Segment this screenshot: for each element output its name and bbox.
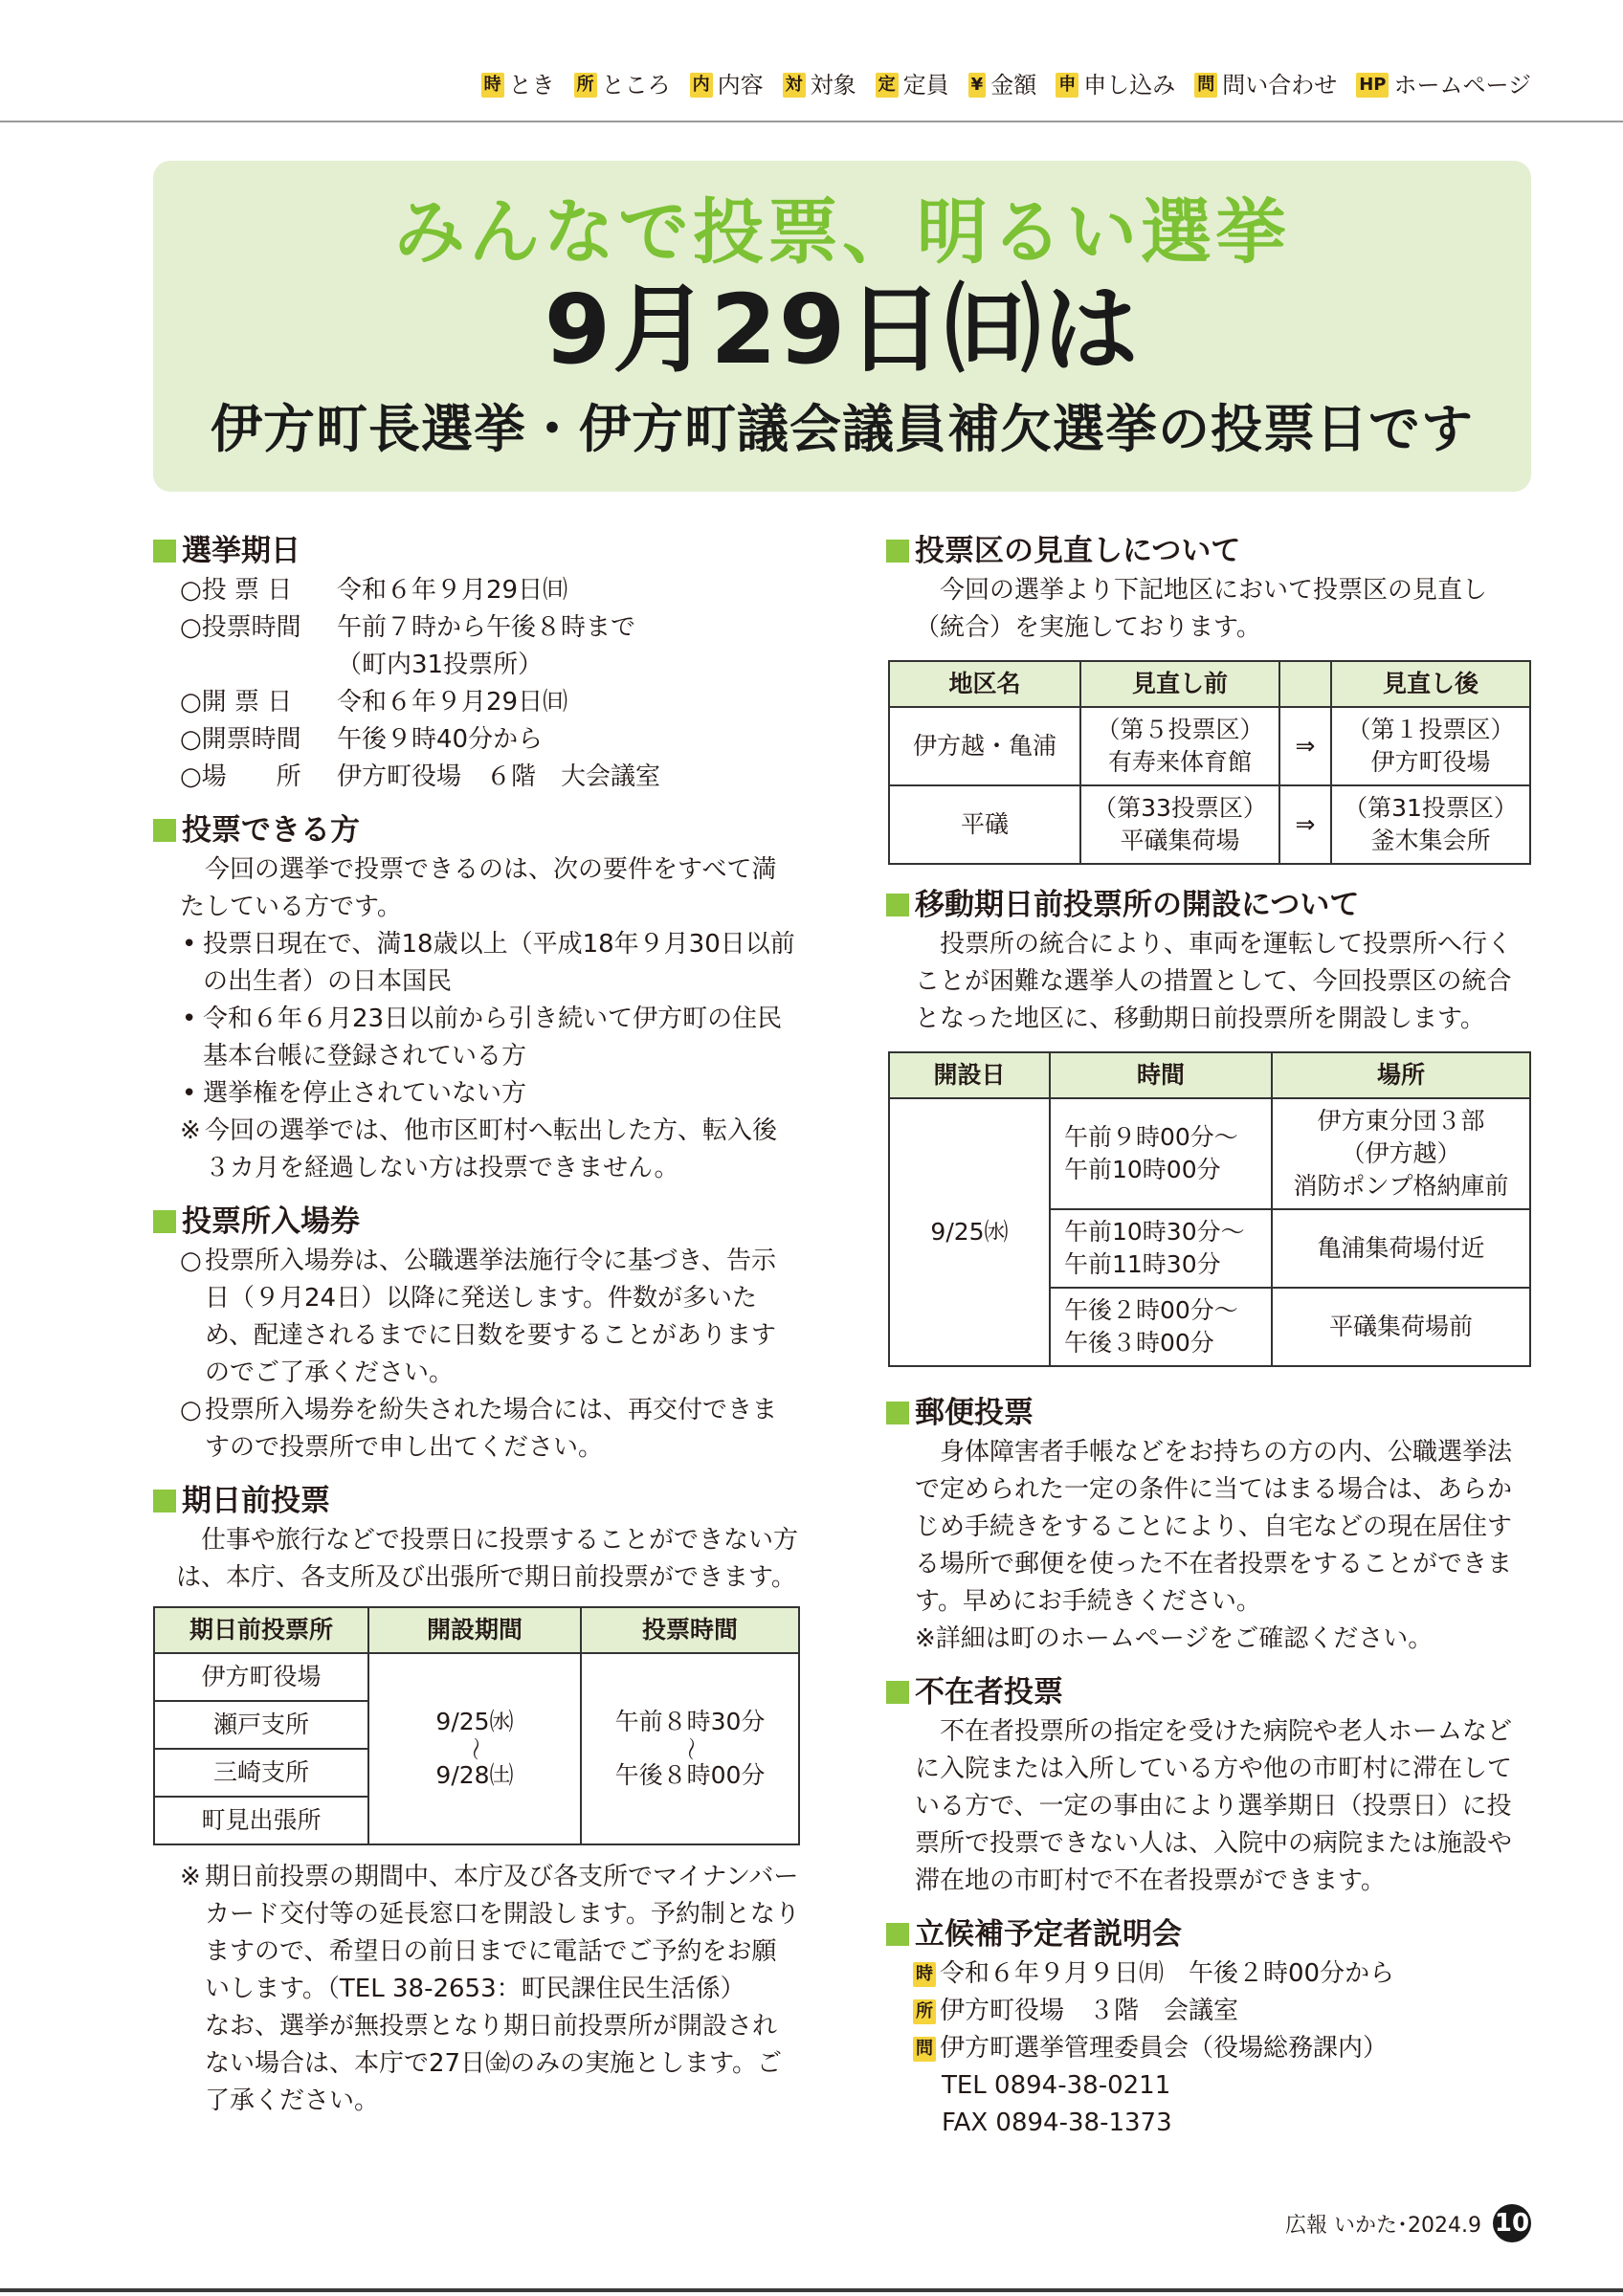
paragraph: 仕事や旅行などで投票日に投票することができない方は、本庁、各支所及び出張所で期日前投票ができます。 [176, 1526, 799, 1592]
legend-item [968, 69, 1037, 101]
table-cell: 亀浦集荷場付近 [1272, 1209, 1530, 1288]
section-heading [886, 1913, 1531, 1955]
list-item [153, 1243, 800, 1392]
legend-label: 定員 [902, 72, 949, 99]
table-cell [1050, 1098, 1272, 1209]
section-heading [886, 530, 1531, 572]
bullet-text: 令和６年６月23日以前から引き続いて伊方町の住民基本台帳に登録されている方 [203, 1004, 783, 1071]
kv-value: 午前７時から午後８時まで [337, 613, 636, 642]
kv-key: ○開 票 日 [180, 688, 293, 717]
table-header: 期日前投票所 [154, 1607, 368, 1653]
when-tag: 時 [913, 1962, 936, 1987]
time-to: 午後８時00分 [614, 1761, 766, 1789]
list-item-text: 投票所入場券は、公職選挙法施行令に基づき、告示日（９月24日）以降に発送します。件数が多いため、配達されるまでに日数を要することがありますのでご了承ください。 [205, 1247, 776, 1387]
bullet-icon: • [182, 1079, 197, 1108]
kv-row [153, 684, 800, 721]
kv-key [180, 647, 337, 684]
cell-line: 伊方東分団３部 [1317, 1107, 1485, 1135]
square-icon [886, 1923, 909, 1946]
note [153, 1113, 800, 1187]
cell-line: 伊方町役場 [1370, 748, 1491, 776]
arrow-icon: ⇒ [1279, 707, 1331, 785]
table-cell-period [368, 1653, 581, 1844]
table-cell: 瀬戸支所 [154, 1701, 368, 1749]
table-row [889, 1098, 1530, 1209]
square-icon [153, 1490, 176, 1512]
period-to: 9/28㈯ [435, 1761, 514, 1789]
section-heading [886, 884, 1531, 926]
square-icon [886, 1681, 909, 1704]
cell-line: （第１投票区） [1346, 716, 1515, 743]
contact-tag: 問 [913, 2037, 936, 2062]
paragraph: 身体障害者手帳などをお持ちの方の内、公職選挙法で定められた一定の条件に当てはまる場合は、あらかじめ手続きをすることにより、自宅などの現在居住する場所で郵便を使った不在者投票をすることができます。早めにお手続きください。 [915, 1438, 1513, 1616]
kv-value: 午後９時40分から [337, 725, 544, 754]
table-header: 開設期間 [368, 1607, 581, 1653]
paragraph: 投票所の統合により、車両を運転して投票所へ行くことが困難な選挙人の措置として、今回投票区の統合となった地区に、移動期日前投票所を開設します。 [915, 930, 1513, 1033]
legend-item [1056, 69, 1175, 101]
time-from: 午前８時30分 [614, 1708, 766, 1735]
footer [1285, 2204, 1531, 2242]
legend-item [1356, 69, 1531, 101]
kv-value: （町内31投票所） [337, 651, 544, 679]
table-header: 時間 [1050, 1052, 1272, 1098]
section-heading-text: 選挙期日 [182, 534, 300, 568]
table-header-row [889, 1052, 1530, 1098]
cell-line: （伊方越） [1341, 1139, 1461, 1167]
kv-row [153, 721, 800, 759]
note-text: 期日前投票の期間中、本庁及び各支所でマイナンバーカード交付等の延長窓口を開設します。予約制となりますので、希望日の前日までに電話でご予約をお願いします。（TEL 38-2653：町民課住民生活係） [205, 1863, 800, 2003]
right-column [886, 517, 1531, 2142]
table-header [1279, 661, 1331, 707]
cell-line: 釜木集会所 [1370, 827, 1491, 854]
cell-line: 午前10時00分 [1064, 1156, 1221, 1183]
section-heading [153, 809, 800, 851]
table-cell-time [581, 1653, 799, 1844]
list-item [153, 1392, 800, 1467]
header-divider [0, 121, 1623, 122]
table-row [889, 707, 1530, 785]
kv-key: ○投 票 日 [180, 576, 293, 605]
square-icon [886, 894, 909, 916]
table-header-row [154, 1607, 799, 1653]
square-icon [886, 540, 909, 563]
section-heading-text: 郵便投票 [915, 1396, 1034, 1430]
bullet-item [153, 926, 800, 1001]
early-vote-table [153, 1606, 800, 1845]
note [153, 1859, 800, 2008]
page-number: 10 [1493, 2204, 1531, 2242]
square-icon [886, 1402, 909, 1424]
cell-line: （第31投票区） [1344, 794, 1518, 822]
section-heading-text: 立候補予定者説明会 [915, 1917, 1182, 1952]
cell-line: 午前９時00分～ [1064, 1123, 1238, 1151]
table-row [889, 785, 1530, 864]
kv-row [153, 572, 800, 609]
section-heading [886, 1671, 1531, 1713]
kv-value: 令和６年９月29日㈰ [337, 576, 568, 605]
kv-value: 令和６年９月29日㈰ [337, 688, 568, 717]
note-text: 今回の選挙では、他市区町村へ転出した方、転入後３カ月を経過しない方は投票できません。 [205, 1116, 778, 1182]
cell-line: 消防ポンプ格納庫前 [1293, 1172, 1509, 1200]
when-row [886, 1955, 1531, 1993]
contact-row [886, 2030, 1531, 2067]
legend-label: ところ [601, 72, 671, 99]
where-row [886, 1993, 1531, 2030]
table-header: 開設日 [889, 1052, 1050, 1098]
hero-date: 9月29日㈰は [544, 274, 1141, 386]
cell-line: （第33投票区） [1093, 794, 1267, 822]
kv-key: ○投票時間 [180, 613, 301, 642]
issue-label: 広報 いかた･2024.9 [1285, 2213, 1481, 2238]
table-cell [1331, 707, 1530, 785]
table-cell: 9/25㈬ [889, 1098, 1050, 1366]
section-heading-text: 投票所入場券 [182, 1204, 360, 1239]
review-table [888, 660, 1531, 865]
section-heading-text: 投票区の見直しについて [915, 534, 1241, 568]
section-heading [153, 1201, 800, 1243]
bullet-text: 投票日現在で、満18歳以上（平成18年９月30日以前の出生者）の日本国民 [203, 930, 795, 996]
table-cell: 伊方町役場 [154, 1653, 368, 1701]
table-cell [1080, 707, 1279, 785]
kv-key: ○場 所 [180, 762, 301, 791]
square-icon [153, 1210, 176, 1233]
table-header: 場所 [1272, 1052, 1530, 1098]
where-text: 伊方町役場 ３階 会議室 [940, 1997, 1239, 2025]
table-header-row [889, 661, 1530, 707]
legend-item [1194, 69, 1337, 101]
arrow-icon: ⇒ [1279, 785, 1331, 864]
bullet-item [153, 1075, 800, 1113]
section-heading-text: 移動期日前投票所の開設について [915, 888, 1360, 922]
legend-label: 内容 [717, 72, 764, 99]
table-cell [1050, 1288, 1272, 1366]
bullet-text: 選挙権を停止されていない方 [203, 1079, 527, 1108]
note-mark: ※ [180, 1863, 201, 1891]
fax-number: FAX 0894-38-1373 [942, 2108, 1172, 2137]
hero-slogan: みんなで投票、明るい選挙 [394, 191, 1290, 274]
table-cell: 町見出張所 [154, 1797, 368, 1844]
section-heading-text: 投票できる方 [182, 813, 360, 848]
legend-label: 問い合わせ [1222, 72, 1338, 99]
paragraph: なお、選挙が無投票となり期日前投票所が開設されない場合は、本庁で27日㈮のみの実施とします。ご了承ください。 [205, 2012, 783, 2115]
page-title: 伊方町長選挙・伊方町議会議員補欠選挙の投票日です [211, 399, 1474, 459]
section-heading-text: 不在者投票 [915, 1675, 1063, 1710]
section-heading [886, 1392, 1531, 1434]
note: ※詳細は町のホームページをご確認ください。 [915, 1624, 1434, 1653]
legend-tag: 申 [1056, 73, 1078, 98]
legend-tag: 時 [481, 73, 504, 98]
legend-tag: 定 [876, 73, 899, 98]
section-heading [153, 530, 800, 572]
paragraph: 今回の選挙より下記地区において投票区の見直し（統合）を実施しております。 [915, 576, 1488, 642]
cell-line: 平礒集荷場 [1120, 827, 1240, 854]
legend-label: ホームページ [1393, 72, 1531, 99]
legend-tag: 対 [783, 73, 806, 98]
table-cell: 平礒集荷場前 [1272, 1288, 1530, 1366]
table-cell [1050, 1209, 1272, 1288]
legend-tag: 内 [690, 73, 713, 98]
note-mark: ※ [180, 1116, 201, 1145]
legend-label: 金額 [990, 72, 1037, 99]
bullet-item [153, 1001, 800, 1075]
table-cell: 伊方越・亀浦 [889, 707, 1080, 785]
table-row [154, 1653, 799, 1701]
paragraph: 不在者投票所の指定を受けた病院や老人ホームなどに入院または入所している方や他の市町村に滞在している方で、一定の事由により選挙期日（投票日）に投票所で投票できない人は、入院中の病院または施設や滞在地の市町村で不在者投票ができます。 [915, 1717, 1513, 1895]
table-header: 見直し前 [1080, 661, 1279, 707]
legend-item [481, 69, 555, 101]
tilde: ～ [677, 1736, 704, 1761]
kv-row [153, 609, 800, 647]
cell-line: 午前10時30分～ [1064, 1218, 1245, 1246]
legend-tag: 問 [1194, 73, 1217, 98]
legend-label: 対象 [810, 72, 856, 99]
legend-item [783, 69, 856, 101]
where-tag: 所 [913, 1999, 936, 2024]
bullet-icon: • [182, 930, 197, 959]
paragraph: 今回の選挙で投票できるのは、次の要件をすべて満たしている方です。 [180, 855, 777, 921]
hero-banner [153, 161, 1531, 492]
cell-line: 午後３時00分 [1064, 1329, 1214, 1357]
table-cell [1331, 785, 1530, 864]
table-cell [1272, 1098, 1530, 1209]
bullet-icon: • [182, 1004, 197, 1033]
when-text: 令和６年９月９日㈪ 午後２時00分から [940, 1959, 1395, 1988]
cell-line: 有寿来体育館 [1107, 748, 1252, 776]
legend-tag: HP [1356, 73, 1389, 98]
circle-icon: ○ [180, 1247, 202, 1275]
kv-value: 伊方町役場 ６階 大会議室 [337, 762, 661, 791]
legend-item [876, 69, 949, 101]
contact-text: 伊方町選挙管理委員会（役場総務課内） [940, 2034, 1389, 2063]
cell-line: 午後２時00分～ [1064, 1296, 1238, 1324]
legend-tag: 所 [574, 73, 597, 98]
legend-item [574, 69, 671, 101]
table-header: 地区名 [889, 661, 1080, 707]
table-cell: 平礒 [889, 785, 1080, 864]
cell-line: 午前11時30分 [1064, 1250, 1221, 1278]
square-icon [153, 540, 176, 563]
list-item-text: 投票所入場券を紛失された場合には、再交付できますので投票所で申し出てください。 [205, 1396, 778, 1462]
table-cell: 三崎支所 [154, 1749, 368, 1797]
section-heading-text: 期日前投票 [182, 1484, 330, 1518]
legend-bar [481, 69, 1531, 101]
kv-row [153, 647, 800, 684]
kv-key: ○開票時間 [180, 725, 301, 754]
tel-number: TEL 0894-38-0211 [942, 2071, 1171, 2100]
section-heading [153, 1480, 800, 1522]
legend-label: 申し込み [1083, 72, 1176, 99]
table-header: 見直し後 [1331, 661, 1530, 707]
legend-tag: ¥ [968, 73, 987, 98]
table-header: 投票時間 [581, 1607, 799, 1653]
legend-label: とき [508, 72, 555, 99]
mobile-vote-table [888, 1051, 1531, 1367]
square-icon [153, 819, 176, 842]
circle-icon: ○ [180, 1396, 202, 1424]
kv-row [153, 759, 800, 796]
left-column [153, 517, 800, 2120]
tilde: ～ [461, 1736, 489, 1761]
table-cell [1080, 785, 1279, 864]
bottom-divider [0, 2288, 1623, 2292]
cell-line: （第５投票区） [1096, 716, 1264, 743]
legend-item [690, 69, 764, 101]
period-from: 9/25㈬ [435, 1708, 514, 1735]
